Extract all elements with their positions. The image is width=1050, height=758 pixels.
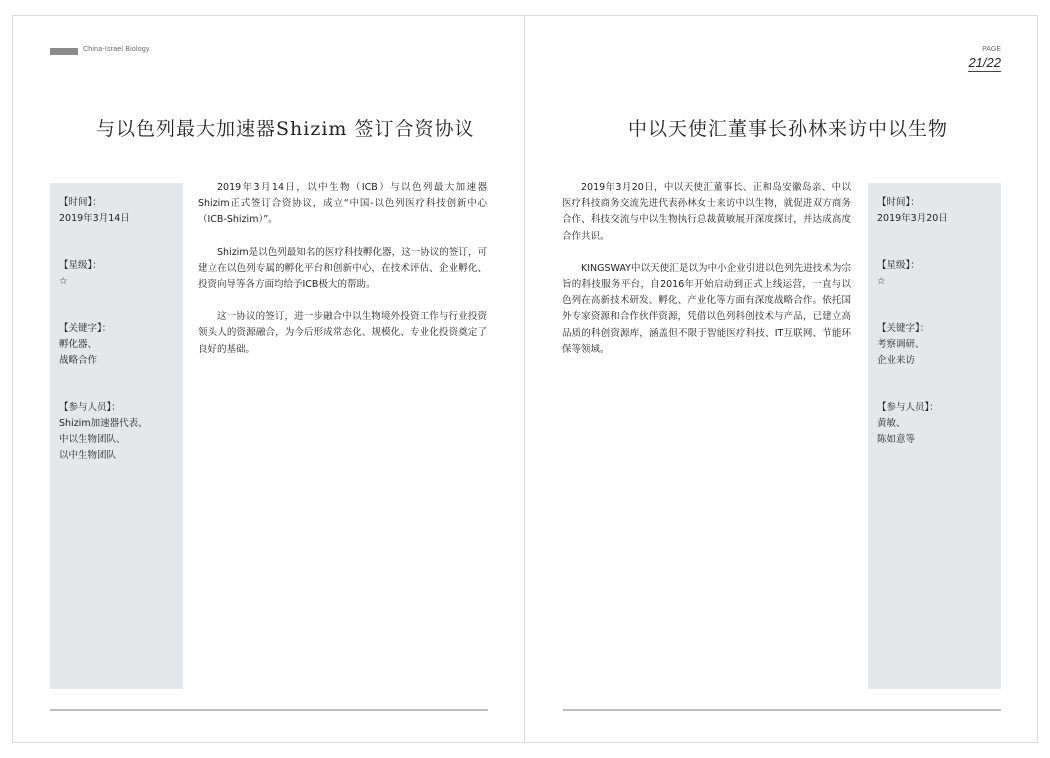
info-value: 战略合作 <box>59 355 98 366</box>
info-value: 孵化器、 <box>59 339 98 350</box>
page-number: 21/22 <box>968 55 1001 70</box>
info-value: 企业来访 <box>877 355 916 366</box>
footer-rule-right <box>563 709 1001 711</box>
info-value: 考察调研、 <box>877 339 925 350</box>
paragraph: Shizim是以色列最知名的医疗科技孵化器，这一协议的签订，可建立在以色列专属的孵化平台和创新中心，在技术评估、企业孵化、投资向导等各方面均给予ICB极大的帮助。 <box>198 246 487 291</box>
paragraph: KINGSWAY中以天使汇是以为中小企业引进以色列先进技术为宗旨的科技服务平台，自2016年开始启动到正式上线运营，一直与以色列在高新技术研发、孵化、产业化等方面有深度战略合作。依托国外专家资源和合作伙伴资源，凭借以色列科创技术与产品，已建立高品质的科创资源库，涵盖但不限于智能医疗科技、IT互联网、节能环保等领域。 <box>562 262 851 355</box>
info-rating <box>877 258 1001 290</box>
info-label: 【星级】： <box>59 260 102 271</box>
info-label: 【星级】： <box>877 260 920 271</box>
right-article-title: 中以天使汇董事长孙林来访中以生物 <box>628 118 949 140</box>
page-spine <box>524 15 525 743</box>
info-time <box>877 195 1001 227</box>
info-value: 2019年3月20日 <box>877 213 948 224</box>
info-value: 以中生物团队 <box>59 450 117 461</box>
footer-rule-left <box>50 709 488 711</box>
info-value: 黄敏、 <box>877 418 906 429</box>
brand-name: China-Israel Biology <box>83 46 150 53</box>
star-icon: ☆ <box>877 276 886 287</box>
info-value: 陈如意等 <box>877 434 916 445</box>
left-article-body <box>198 180 487 374</box>
paragraph: 2019年3月14日，以中生物（ICB）与以色列最大加速器Shizim正式签订合资协议，成立“中国-以色列医疗科技创新中心（ICB-Shizim）”。 <box>198 182 487 226</box>
right-info-panel <box>868 183 1001 689</box>
left-article-title: 与以色列最大加速器Shizim 签订合资协议 <box>96 118 475 140</box>
info-label: 【关键字】： <box>877 323 930 334</box>
info-value: 2019年3月14日 <box>59 213 130 224</box>
info-label: 【关键字】： <box>59 323 112 334</box>
info-label: 【时间】： <box>877 197 920 208</box>
info-keywords <box>59 321 183 369</box>
info-value: Shizim加速器代表、 <box>59 418 148 429</box>
info-label: 【参与人员】： <box>59 402 121 413</box>
info-rating <box>59 258 183 290</box>
info-value: 中以生物团队、 <box>59 434 126 445</box>
info-participants <box>877 400 1001 448</box>
left-info-panel <box>50 183 183 689</box>
info-keywords <box>877 321 1001 369</box>
info-time <box>59 195 183 227</box>
right-article-body <box>562 180 851 374</box>
info-label: 【参与人员】： <box>877 402 939 413</box>
info-label: 【时间】： <box>59 197 102 208</box>
star-icon: ☆ <box>59 276 68 287</box>
info-participants <box>59 400 183 464</box>
paragraph: 2019年3月20日，中以天使汇董事长、正和岛安徽岛亲、中以医疗科技商务交流先进代表孙林女士来访中以生物，就促进双方商务合作、科技交流与中以生物执行总裁黄敏展开深度探讨，并达成高度合作共识。 <box>562 182 851 242</box>
brand-bar <box>50 48 78 55</box>
paragraph: 这一协议的签订，进一步融合中以生物境外投资工作与行业投资领头人的资源融合，为今后形成常态化、规模化、专业化投资奠定了良好的基础。 <box>198 311 487 355</box>
page-label: PAGE <box>982 46 1001 53</box>
